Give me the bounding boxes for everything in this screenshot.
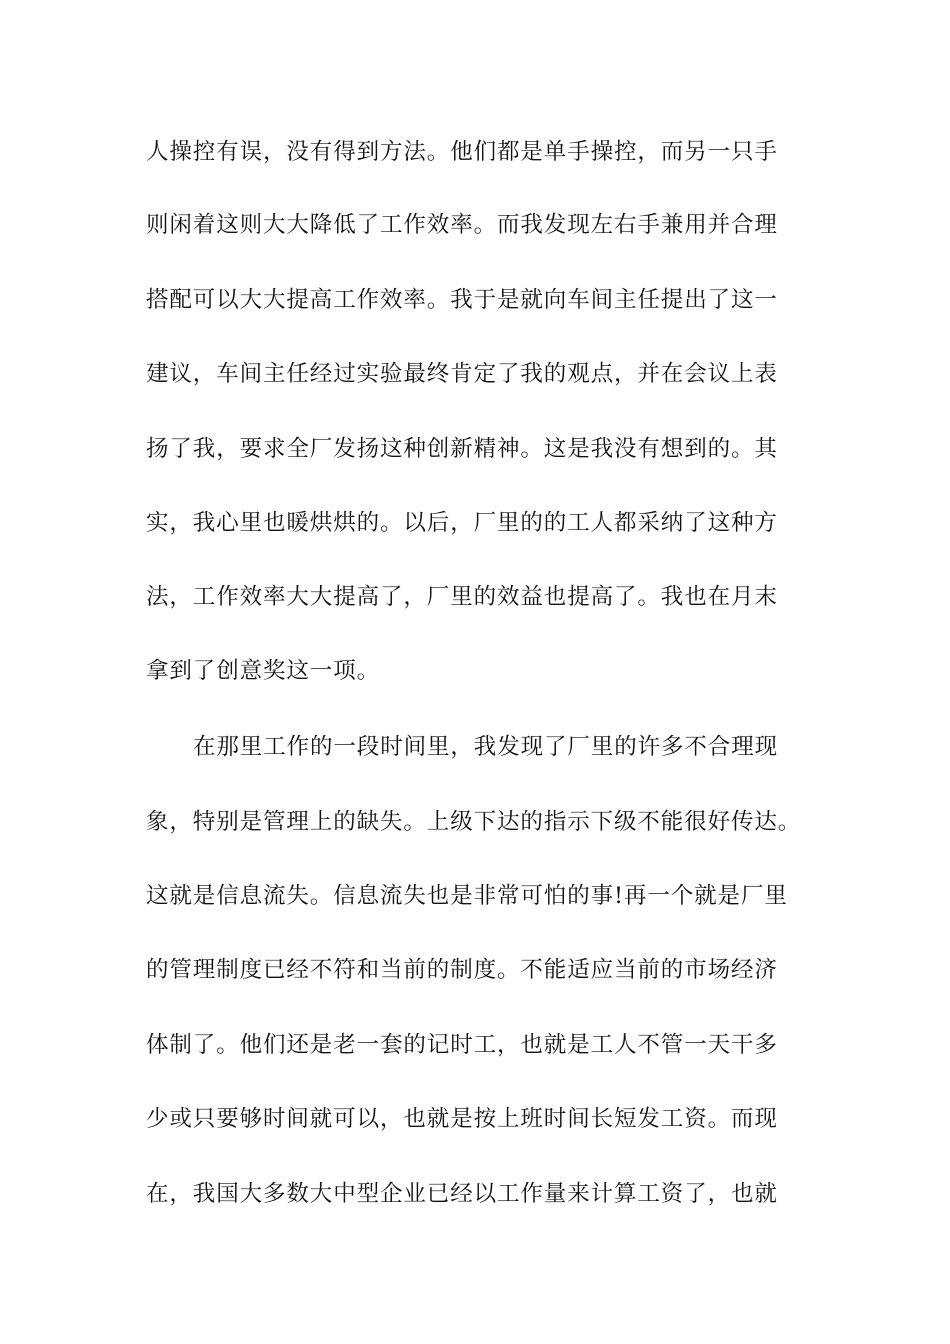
text-line: 建议，车间主任经过实验最终肯定了我的观点，并在会议上表	[146, 361, 778, 387]
text-line: 这就是信息流失。信息流失也是非常可怕的事!再一个就是厂里	[146, 883, 788, 909]
text-line: 搭配可以大大提高工作效率。我于是就向车间主任提出了这一	[146, 287, 778, 313]
text-line: 实，我心里也暖烘烘的。以后，厂里的的工人都采纳了这种方	[146, 510, 778, 536]
text-line: 扬了我，要求全厂发扬这种创新精神。这是我没有想到的。其	[146, 436, 778, 462]
text-line: 象，特别是管理上的缺失。上级下达的指示下级不能很好传达。	[146, 809, 802, 835]
text-line: 的管理制度已经不符和当前的制度。不能适应当前的市场经济	[146, 957, 778, 983]
text-line: 在，我国大多数大中型企业已经以工作量来计算工资了，也就	[146, 1181, 778, 1207]
text-line: 则闲着这则大大降低了工作效率。而我发现左右手兼用并合理	[146, 212, 778, 238]
text-line: 少或只要够时间就可以，也就是按上班时间长短发工资。而现	[146, 1106, 778, 1132]
text-line: 人操控有误，没有得到方法。他们都是单手操控，而另一只手	[146, 139, 778, 165]
text-line: 法，工作效率大大提高了，厂里的效益也提高了。我也在月末	[146, 584, 778, 610]
text-line: 拿到了创意奖这一项。	[146, 658, 381, 684]
paragraph-first-line: 在那里工作的一段时间里，我发现了厂里的许多不合理现	[193, 734, 779, 760]
text-line: 体制了。他们还是老一套的记时工，也就是工人不管一天干多	[146, 1032, 778, 1058]
